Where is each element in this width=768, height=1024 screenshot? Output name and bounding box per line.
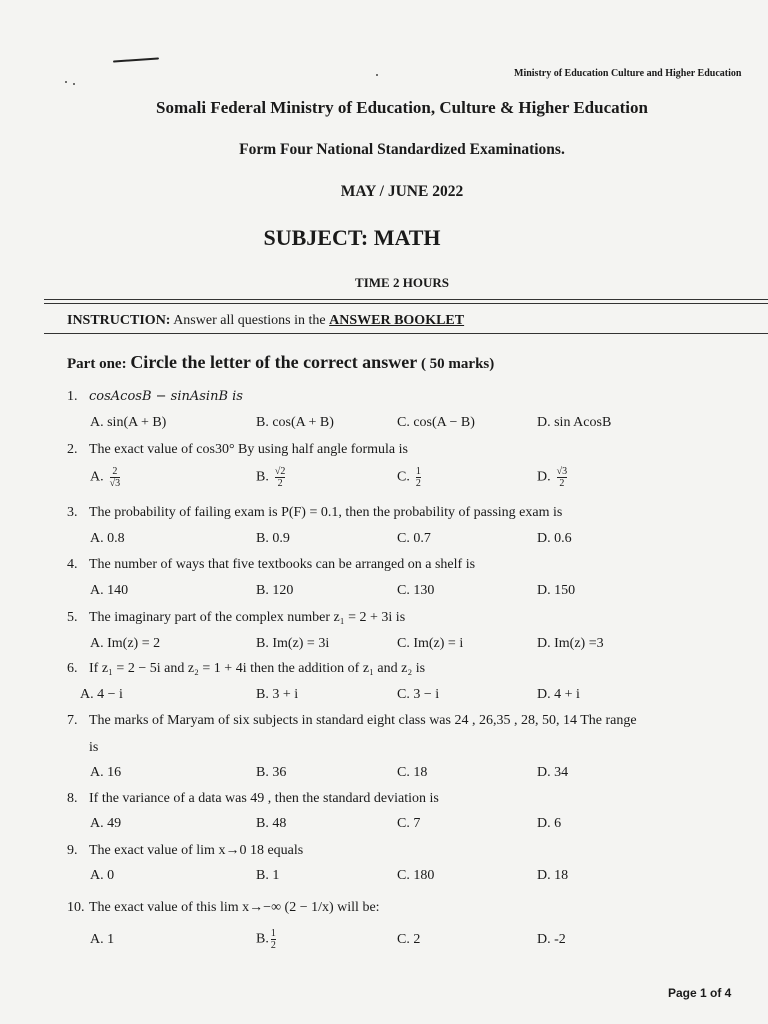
option-c: C. Im(z) = i xyxy=(397,636,464,651)
option-b: B. 0.9 xyxy=(256,531,290,546)
option-b: B. 48 xyxy=(256,816,287,831)
scan-dot xyxy=(376,74,378,76)
option-c: C. 130 xyxy=(397,583,435,598)
question-8: 8. If the variance of a data was 49 , then the standard deviation is xyxy=(67,791,439,806)
question-10: 10. The exact value of this lim x→−∞ (2 − 1/x) will be: xyxy=(67,900,380,915)
option-c: C. 180 xyxy=(397,868,435,883)
question-7-cont: is xyxy=(89,740,99,755)
question-text: The imaginary part of the complex number z₁ = 2 + 3i is xyxy=(89,610,406,625)
option-a: A. 4 − i xyxy=(80,687,123,702)
instruction xyxy=(67,313,464,329)
option-d: D. 4 + i xyxy=(537,687,580,702)
question-text: The exact value of this lim x→−∞ (2 − 1/x) will be: xyxy=(89,900,380,915)
instruction-text: Answer all questions in the xyxy=(170,313,330,328)
option-b: B. 36 xyxy=(256,765,287,780)
question-4: 4. The number of ways that five textbooks can be arranged on a shelf is xyxy=(67,557,476,572)
question-text: The exact value of lim x→0 18 equals xyxy=(89,843,304,858)
question-text: The marks of Maryam of six subjects in standard eight class was 24 , 26,35 , 28, 50, 14 The range xyxy=(89,713,637,728)
option-a: A. 0 xyxy=(90,868,115,883)
exam-date: MAY / JUNE 2022 xyxy=(340,183,464,200)
question-7: 7. The marks of Maryam of six subjects in standard eight class was 24 , 26,35 , 28, 50, 14 The range xyxy=(67,713,637,728)
fraction: $\frac{1}{2}$ xyxy=(415,466,421,489)
option-d: D. Im(z) =3 xyxy=(537,636,604,651)
option-d: D. 34 xyxy=(537,765,569,780)
question-2: 2. The exact value of cos30° By using half angle formula is xyxy=(67,442,408,457)
question-text: The exact value of cos30° By using half angle formula is xyxy=(89,442,408,457)
part-marks: ( 50 marks) xyxy=(417,356,495,372)
exam-title: Form Four National Standardized Examinations. xyxy=(239,141,565,158)
fraction: $\frac{2}{√3}$ xyxy=(109,466,121,489)
divider xyxy=(44,303,768,304)
option-b: B. Im(z) = 3i xyxy=(256,636,330,651)
subject-title: SUBJECT: MATH xyxy=(263,225,441,250)
option-a: A. 49 xyxy=(90,816,122,831)
part-heading xyxy=(67,352,494,373)
part-prefix: Part one: xyxy=(67,356,131,372)
option-b: B. cos(A + B) xyxy=(256,415,334,430)
option-c: C. 0.7 xyxy=(397,531,431,546)
fraction: $\frac{√3}{2}$ xyxy=(556,466,568,489)
question-9: 9. The exact value of lim x→0 18 equals xyxy=(67,843,304,858)
option-c: C. 3 − i xyxy=(397,687,440,702)
option-a: A. sin(A + B) xyxy=(90,415,167,430)
option-d: D. $\frac{√3}{2}$ xyxy=(537,466,568,489)
option-c: C. 18 xyxy=(397,765,428,780)
option-b: B. 120 xyxy=(256,583,294,598)
scan-dot xyxy=(65,81,67,83)
pen-mark xyxy=(113,57,159,62)
option-b: B. 3 + i xyxy=(256,687,299,702)
exam-time: TIME 2 HOURS xyxy=(355,275,449,290)
question-text: The number of ways that five textbooks can be arranged on a shelf is xyxy=(89,557,476,572)
option-c: C. cos(A − B) xyxy=(397,415,475,430)
answer-booklet: ANSWER BOOKLET xyxy=(329,313,465,328)
divider xyxy=(44,333,768,334)
fraction: $\frac{1}{2}$ xyxy=(270,928,276,951)
option-d: D. 0.6 xyxy=(537,531,572,546)
option-c: C. $\frac{1}{2}$ xyxy=(397,466,421,489)
scan-dot xyxy=(73,83,75,85)
option-d: D. -2 xyxy=(537,932,566,947)
option-a: A. 0.8 xyxy=(90,531,125,546)
page-number: Page 1 of 4 xyxy=(668,986,732,1000)
option-a: A. 140 xyxy=(90,583,129,598)
option-d: D. 6 xyxy=(537,816,562,831)
question-3: 3. The probability of failing exam is P(F) = 0.1, then the probability of passing exam is xyxy=(67,505,563,520)
option-c: C. 2 xyxy=(397,932,421,947)
ministry-title: Somali Federal Ministry of Education, Culture & Higher Education xyxy=(156,98,648,117)
option-b: B. $\frac{√2}{2}$ xyxy=(256,466,286,489)
question-text: If the variance of a data was 49 , then the standard deviation is xyxy=(89,791,439,806)
option-b: B. $\frac{1}{2}$ xyxy=(256,928,276,951)
part-title: Circle the letter of the correct answer xyxy=(130,352,418,372)
question-5: 5. The imaginary part of the complex number z₁ = 2 + 3i is xyxy=(67,610,406,625)
option-d: D. sin AcosB xyxy=(537,415,612,430)
question-text: If z₁ = 2 − 5i and z₂ = 1 + 4i then the addition of z₁ and z₂ is xyxy=(89,661,426,676)
ministry-header-small: Ministry of Education Culture and Higher Education xyxy=(514,68,742,79)
option-a: A. Im(z) = 2 xyxy=(90,636,161,651)
divider xyxy=(44,299,768,300)
fraction: $\frac{√2}{2}$ xyxy=(274,466,286,489)
question-text: cosAcosB − sinAsinB is xyxy=(89,389,243,404)
option-a: A. 1 xyxy=(90,932,115,947)
option-a: A. $\frac{2}{√3}$ xyxy=(90,466,121,489)
option-d: D. 18 xyxy=(537,868,569,883)
question-1: 1. cosAcosB − sinAsinB is xyxy=(67,389,243,404)
option-b: B. 1 xyxy=(256,868,280,883)
question-text: The probability of failing exam is P(F) = 0.1, then the probability of passing exam is xyxy=(89,505,563,520)
option-d: D. 150 xyxy=(537,583,576,598)
option-c: C. 7 xyxy=(397,816,421,831)
question-6: 6. If z₁ = 2 − 5i and z₂ = 1 + 4i then the addition of z₁ and z₂ is xyxy=(67,661,426,676)
option-a: A. 16 xyxy=(90,765,122,780)
instruction-label: INSTRUCTION: xyxy=(67,313,171,328)
